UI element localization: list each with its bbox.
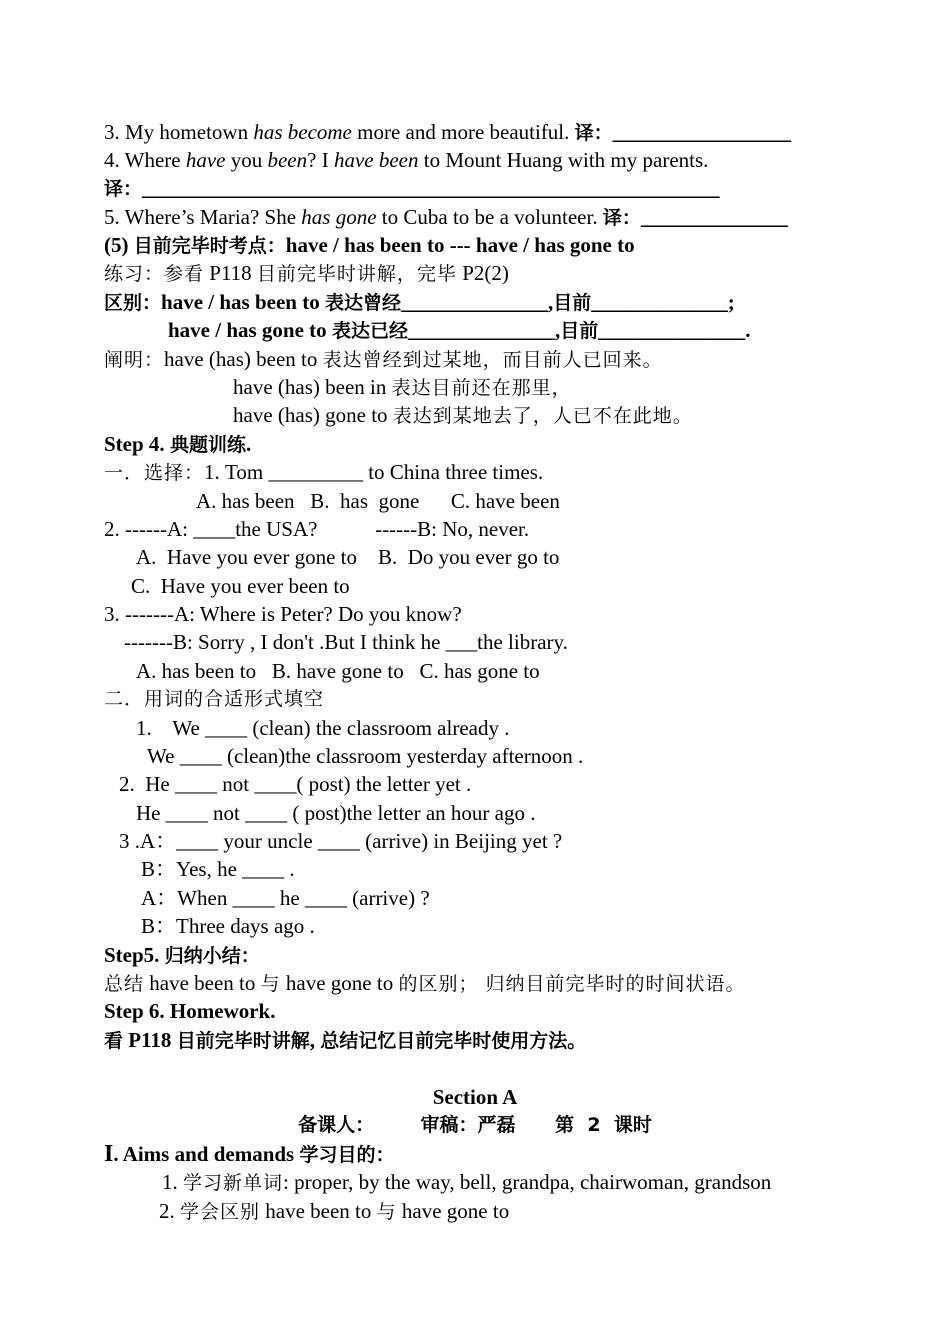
explanation-line-1: 阐明：have (has) been to 表达曾经到过某地，而目前人已回来。	[104, 347, 663, 371]
translation-blank[interactable]: _______________________________________________________	[142, 176, 720, 200]
practice-line: 练习：参看 P118 目前完毕时讲解，完毕 P2(2)	[104, 261, 509, 285]
sentence-5: 5. Where’s Maria? She has gone to Cuba to be a volunteer. 译：______________	[104, 205, 788, 229]
choice-question-1: 一．选择：1. Tom _________ to China three times.	[104, 460, 544, 484]
explanation-line-3: have (has) gone to 表达到某地去了，人已不在此地。	[233, 403, 693, 427]
homework-line: 看 P118 目前完毕时讲解, 总结记忆目前完毕时使用方法。	[104, 1028, 587, 1052]
choice-options-2a: A. Have you ever gone to B. Do you ever go to	[136, 545, 560, 569]
translation-line-4: 译：_______________________________________________________	[104, 176, 720, 200]
fill-question-1a: 1. We ____ (clean) the classroom already .	[136, 716, 510, 740]
fill-question-3b: B：Yes, he ____ .	[141, 857, 295, 881]
aims-heading: I. Aims and demands 学习目的：	[104, 1141, 395, 1167]
difference-line-2: have / has gone to 表达已经______________,目前______________.	[168, 318, 751, 342]
choice-question-2: 2. ------A: ____the USA? ------B: No, never.	[104, 517, 530, 541]
fill-question-1b: We ____ (clean)the classroom yesterday afternoon .	[147, 744, 584, 768]
lesson-info: 备课人： 审稿：严磊 第 2 课时	[298, 1114, 652, 1136]
fill-question-3d: B：Three days ago .	[141, 914, 315, 938]
aim-item-1: 1. 学习新单词: proper, by the way, bell, grandpa, chairwoman, grandson	[162, 1170, 772, 1194]
aim-item-2: 2. 学会区别 have been to 与 have gone to	[159, 1199, 510, 1223]
choice-question-3b: -------B: Sorry , I don't .But I think he ___the library.	[124, 630, 568, 654]
fill-question-2a: 2. He ____ not ____( post) the letter yet .	[119, 772, 472, 796]
translation-blank[interactable]: ______________	[640, 205, 788, 229]
choice-options-2b: C. Have you ever been to	[131, 574, 350, 598]
sentence-4: 4. Where have you been? I have been to Mount Huang with my parents.	[104, 148, 709, 172]
section-title: Section A	[432, 1085, 518, 1109]
difference-line-1: 区别：have / has been to 表达曾经______________,目前_____________;	[104, 290, 735, 314]
translation-blank[interactable]: _________________	[612, 120, 792, 144]
sentence-3: 3. My hometown has become more and more beautiful. 译：_________________	[104, 120, 792, 144]
summary-line: 总结 have been to 与 have gone to 的区别； 归纳目前完毕时的时间状语。	[104, 971, 746, 995]
fill-in-heading: 二．用词的合适形式填空	[104, 688, 325, 710]
choice-options-1: A. has been B. has gone C. have been	[196, 489, 560, 513]
fill-question-3c: A：When ____ he ____ (arrive) ?	[141, 886, 430, 910]
step-6-heading: Step 6. Homework.	[104, 999, 276, 1023]
fill-question-2b: He ____ not ____ ( post)the letter an hour ago .	[136, 801, 536, 825]
fill-question-3a: 3 .A：____ your uncle ____ (arrive) in Beijing yet ?	[119, 829, 563, 853]
fill-blank[interactable]: ______________.	[598, 318, 751, 342]
fill-blank[interactable]: _____________;	[591, 290, 735, 314]
choice-question-3: 3. -------A: Where is Peter? Do you know?	[104, 602, 462, 626]
fill-blank[interactable]: ______________,	[400, 290, 554, 314]
key-point-heading: (5) 目前完毕时考点：have / has been to --- have / has gone to	[104, 233, 635, 257]
step-4-heading: Step 4. 典题训练.	[104, 432, 252, 456]
explanation-line-2: have (has) been in 表达目前还在那里，	[233, 375, 572, 399]
choice-options-3: A. has been to B. have gone to C. has gone to	[136, 659, 540, 683]
step-5-heading: Step5. 归纳小结：	[104, 943, 260, 967]
fill-blank[interactable]: ______________,	[407, 318, 561, 342]
